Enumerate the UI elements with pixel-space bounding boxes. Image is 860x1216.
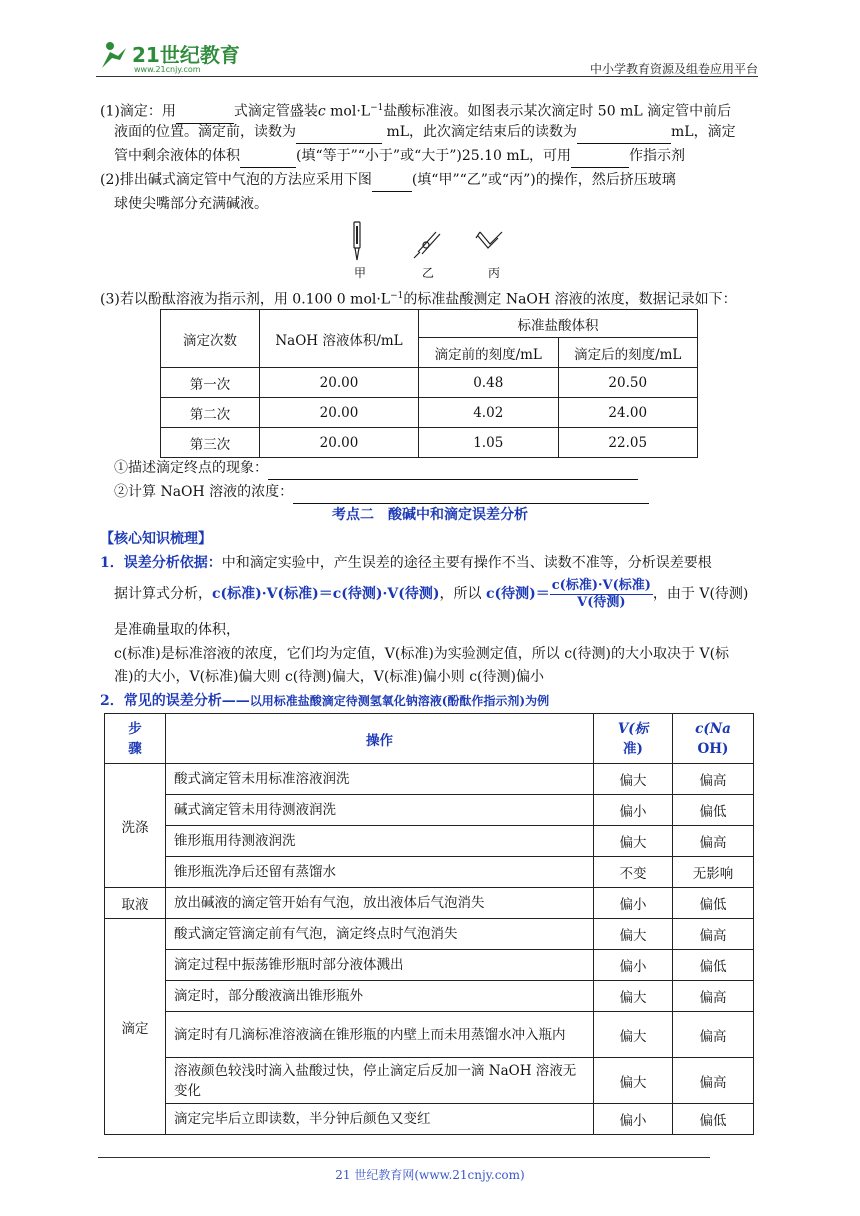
cell: 22.05 <box>558 428 698 458</box>
text: mol·L <box>325 103 371 120</box>
table-row <box>161 398 698 428</box>
para1-line4: c(标准)是标准溶液的浓度，它们均为定值，V(标准)为实验测定值，所以 c(待测)的大小取决于 V(标 <box>114 646 730 662</box>
table-row <box>105 857 754 888</box>
section-title: 考点二 酸碱中和滴定误差分析 <box>332 507 528 523</box>
text: mL，滴定 <box>671 124 736 140</box>
op-cell: 酸式滴定管滴定前有气泡，滴定终点时气泡消失 <box>166 919 594 950</box>
table-row <box>105 1058 754 1104</box>
answer-blank <box>296 127 382 144</box>
text: 1．误差分析依据： <box>100 555 222 571</box>
text: V(标 <box>617 720 649 737</box>
step-cell: 取液 <box>105 888 166 919</box>
text: (填“等于”“小于”或“大于”)25.10 mL，可用 <box>296 148 571 164</box>
answer-blank <box>293 487 649 504</box>
text: ，由于 <box>652 586 695 602</box>
superscript: −1 <box>370 103 384 113</box>
op-cell: 放出碱液的滴定管开始有气泡，放出液体后气泡消失 <box>166 888 594 919</box>
cell: 偏低 <box>673 1104 754 1135</box>
cell: 4.02 <box>419 398 559 428</box>
text: ①描述滴定终点的现象： <box>114 460 268 476</box>
fig-label-yi: 乙 <box>422 266 435 280</box>
cell: 偏高 <box>673 981 754 1012</box>
text: c(Na <box>695 720 731 737</box>
cell: 第一次 <box>161 368 260 398</box>
cell: 偏高 <box>673 919 754 950</box>
cell: 第三次 <box>161 428 260 458</box>
text: 液面的位置。滴定前，读数为 <box>114 124 296 140</box>
cell: 偏高 <box>673 1058 754 1104</box>
text: 据计算式分析， <box>114 586 212 602</box>
table-row <box>105 950 754 981</box>
text: 准) <box>623 740 643 757</box>
text: 盐酸标准液。如图表示某次滴定时 50 mL 滴定管中前后 <box>383 103 732 120</box>
op-cell: 锥形瓶用待测液润洗 <box>166 826 594 857</box>
fig-label-bing: 丙 <box>488 266 501 280</box>
fraction <box>550 578 653 611</box>
text: 的标准盐酸测定 NaOH 溶液的浓度，数据记录如下： <box>403 291 737 308</box>
q1-line2 <box>100 120 778 144</box>
text: 式滴定管盛装 <box>233 103 318 120</box>
text: 2．常见的误差分析—— <box>100 693 250 709</box>
text: ，所以 <box>439 586 482 602</box>
text: (3)若以酚酞溶液为指示剂，用 0.100 0 mol·L <box>100 291 391 308</box>
platform-name: 中小学教育资源及组卷应用平台 <box>589 62 758 76</box>
cell: 偏大 <box>594 919 673 950</box>
answer-blank <box>268 463 638 480</box>
header-hcl: 标准盐酸体积 <box>419 310 698 338</box>
text: 步 <box>128 720 142 737</box>
op-cell: 滴定时有几滴标准溶液滴在锥形瓶的内壁上而未用蒸馏水冲入瓶内 <box>166 1012 594 1058</box>
footer-text: 21 世纪教育网(www.21cnjy.com) <box>335 1168 525 1182</box>
op-cell: 锥形瓶洗净后还留有蒸馏水 <box>166 857 594 888</box>
table-row <box>105 795 754 826</box>
cell: 20.50 <box>558 368 698 398</box>
para1-line2 <box>100 574 778 614</box>
text: mL，此次滴定结束后的读数为 <box>382 124 578 140</box>
header-step <box>105 714 166 764</box>
superscript: −1 <box>390 291 404 301</box>
para2-heading <box>100 689 764 713</box>
site-logo <box>98 38 258 74</box>
cell: 20.00 <box>260 368 419 398</box>
header-c <box>673 714 754 764</box>
cell: 偏小 <box>594 950 673 981</box>
denominator: V(待测) <box>577 594 626 610</box>
table-row <box>161 368 698 398</box>
answer-blank <box>571 151 629 168</box>
text: 中和滴定实验中，产生误差的途径主要有操作不当、读数不准等，分析误差要根 <box>221 555 712 571</box>
q3-sub2 <box>114 480 778 504</box>
cell: 偏小 <box>594 795 673 826</box>
q1-line3 <box>100 144 778 168</box>
answer-blank <box>240 151 296 168</box>
logo-text: 21世纪教育 <box>132 43 240 67</box>
footer-divider <box>98 1157 710 1158</box>
cell: 偏小 <box>594 888 673 919</box>
cell: 偏大 <box>594 826 673 857</box>
error-analysis-table <box>104 713 754 1135</box>
text: 管中剩余液体的体积 <box>114 148 240 164</box>
text: c <box>317 103 326 120</box>
q3-sub1 <box>114 456 778 480</box>
op-cell: 溶液颜色较浅时滴入盐酸过快，停止滴定后反加一滴 NaOH 溶液无变化 <box>166 1058 594 1104</box>
para1-line3: 是准确量取的体积， <box>114 622 240 638</box>
cell: 无影响 <box>673 857 754 888</box>
text: V(待测) <box>699 586 749 602</box>
table-row <box>105 826 754 857</box>
cell: 偏大 <box>594 981 673 1012</box>
table-row <box>105 1012 754 1058</box>
text: 以用标准盐酸滴定待测氢氧化钠溶液(酚酞作指示剂)为例 <box>249 694 550 708</box>
cell: 偏高 <box>673 1012 754 1058</box>
formula: c(标准)·V(标准)＝c(待测)·V(待测) <box>212 586 440 602</box>
formula: c(待测)＝ <box>485 586 550 602</box>
op-cell: 滴定时，部分酸液滴出锥形瓶外 <box>166 981 594 1012</box>
text: 骤 <box>128 740 142 757</box>
text: OH) <box>697 740 729 757</box>
table-row <box>105 764 754 795</box>
cell: 偏低 <box>673 795 754 826</box>
logo-url: www.21cnjy.com <box>134 65 201 74</box>
table-row <box>105 919 754 950</box>
q2-line2: 球使尖嘴部分充满碱液。 <box>114 196 268 212</box>
fig-label-jia: 甲 <box>354 266 367 280</box>
text: 作指示剂 <box>628 148 685 164</box>
q2-line1 <box>100 168 764 192</box>
table-row <box>105 981 754 1012</box>
titration-data-table <box>160 309 698 458</box>
cell: 偏大 <box>594 1058 673 1104</box>
step-cell: 滴定 <box>105 919 166 1135</box>
op-cell: 碱式滴定管未用待测液润洗 <box>166 795 594 826</box>
text: ②计算 NaOH 溶液的浓度： <box>114 484 294 500</box>
op-cell: 酸式滴定管未用标准溶液润洗 <box>166 764 594 795</box>
answer-blank <box>372 175 412 192</box>
cell: 偏大 <box>594 764 673 795</box>
cell: 0.48 <box>419 368 559 398</box>
header-after: 滴定后的刻度/mL <box>558 338 698 368</box>
step-cell: 洗涤 <box>105 764 166 888</box>
table-row <box>105 1104 754 1135</box>
cell: 偏高 <box>673 764 754 795</box>
cell: 20.00 <box>260 428 419 458</box>
para1-line1 <box>100 551 764 575</box>
numerator: c(标准)·V(标准) <box>551 577 651 593</box>
cell: 1.05 <box>419 428 559 458</box>
table-row <box>161 428 698 458</box>
cell: 偏大 <box>594 1012 673 1058</box>
header-divider <box>96 76 758 77</box>
header-v <box>594 714 673 764</box>
text: (1)滴定：用 <box>100 103 176 120</box>
burette-figure <box>340 218 520 264</box>
cell: 20.00 <box>260 398 419 428</box>
header-before: 滴定前的刻度/mL <box>419 338 559 368</box>
cell: 第二次 <box>161 398 260 428</box>
header-op: 操作 <box>166 714 594 764</box>
text: (2)排出碱式滴定管中气泡的方法应采用下图 <box>100 172 372 188</box>
cell: 偏低 <box>673 950 754 981</box>
cell: 偏小 <box>594 1104 673 1135</box>
text: (填“甲”“乙”或“丙”)的操作，然后挤压玻璃 <box>411 172 676 188</box>
para1-line5: 准)的大小，V(标准)偏大则 c(待测)偏大，V(标准)偏小则 c(待测)偏小 <box>114 669 544 685</box>
op-cell: 滴定完毕后立即读数，半分钟后颜色又变红 <box>166 1104 594 1135</box>
op-cell: 滴定过程中振荡锥形瓶时部分液体溅出 <box>166 950 594 981</box>
header-naoh: NaOH 溶液体积/mL <box>260 310 419 368</box>
cell: 偏高 <box>673 826 754 857</box>
answer-blank <box>577 127 671 144</box>
q3-intro <box>100 284 764 312</box>
cell: 不变 <box>594 857 673 888</box>
core-heading: 【核心知识梳理】 <box>100 531 212 547</box>
header-times: 滴定次数 <box>161 310 260 368</box>
table-row <box>105 888 754 919</box>
cell: 24.00 <box>558 398 698 428</box>
cell: 偏低 <box>673 888 754 919</box>
